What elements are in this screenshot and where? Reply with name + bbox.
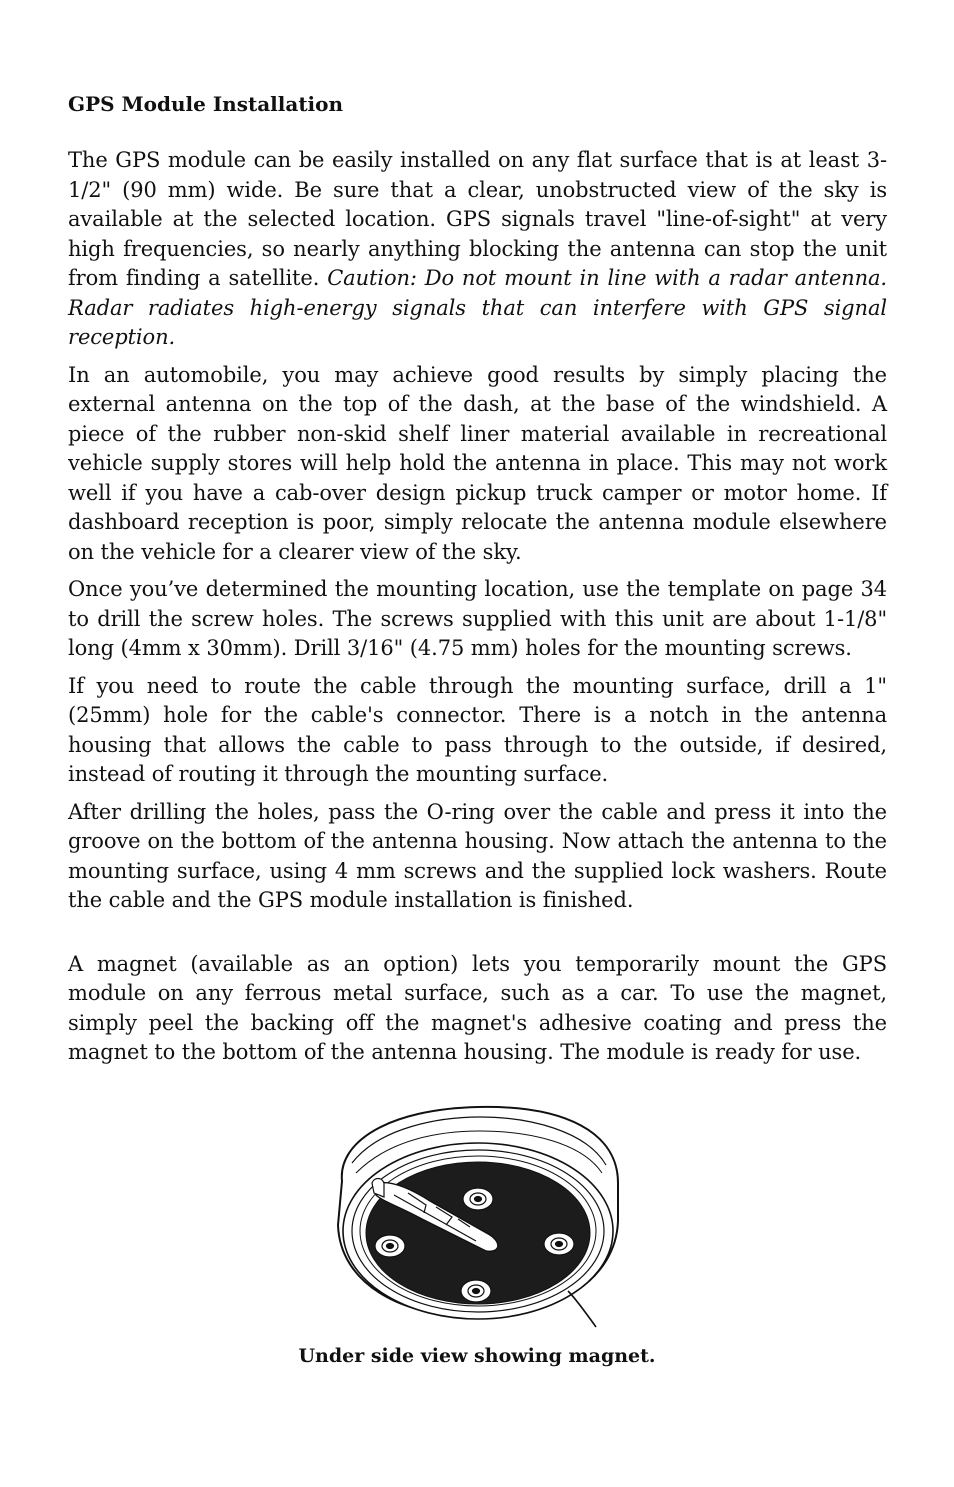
paragraph-automobile: In an automobile, you may achieve good results by simply placing the external antenna on the top of the dash, at the base of the windshield. A piece of the rubber non-skid shelf liner material available in recreational vehicle supply stores will help hold the antenna in place. This may not work well if you have a cab-over design pickup truck camper or motor home. If dashboard reception is poor, simply relocate the antenna module elsewhere on the vehicle for a clearer view of the sky. — [68, 362, 887, 564]
paragraph-o-ring: After drilling the holes, pass the O-ring over the cable and press it into the groove on the bottom of the antenna housing. Now attach the antenna to the mounting surface, using 4 mm screws and the supplied lock washers. Route the cable and the GPS module installation is finished. — [68, 799, 887, 912]
paragraph-mounting-location: Once you’ve determined the mounting location, use the template on page 34 to drill the screw holes. The screws supplied with this unit are about 1-1/8" long (4mm x 30mm). Drill 3/16" (4.75 mm) holes for the mounting screws. — [68, 577, 887, 660]
screw-hole-top — [463, 1188, 493, 1210]
paragraph-magnet: A magnet (available as an option) lets you temporarily mount the GPS module on any ferrous metal surface, such as a car. To use the magnet, simply peel the backing off the magnet's adhesive coating and press the magnet to the bottom of the antenna housing. The module is ready for use. — [68, 951, 887, 1064]
figure-caption: Under side view showing magnet. — [298, 1345, 656, 1367]
section-heading: GPS Module Installation — [68, 92, 344, 116]
caution-note: Caution: Do not mount in line with a radar antenna. Radar radiates high-energy signals that can interfere with GPS signal reception. — [68, 266, 888, 349]
antenna-underside-illustration — [330, 1103, 624, 1335]
page-content — [68, 88, 887, 1076]
paragraph-cable-route: If you need to route the cable through the mounting surface, drill a 1" (25mm) hole for the cable's connector. There is a notch in the antenna housing that allows the cable to pass through to the outside, if desired, instead of routing it through the mounting surface. — [68, 673, 887, 786]
paragraph-intro-text: The GPS module can be easily installed on any flat surface that is at least 3-1/2" (90 mm) wide. Be sure that a clear, unobstructed view of the sky is available at the selected location. GPS signals travel "line-of-sight" at very high frequencies, so nearly anything blocking the antenna can stop the unit from finding a satellite. — [68, 148, 887, 290]
screw-hole-right — [544, 1233, 574, 1255]
paragraph-intro — [68, 146, 887, 353]
leader-line — [568, 1291, 596, 1327]
screw-hole-left — [375, 1235, 405, 1257]
screw-hole-bottom — [461, 1280, 491, 1302]
